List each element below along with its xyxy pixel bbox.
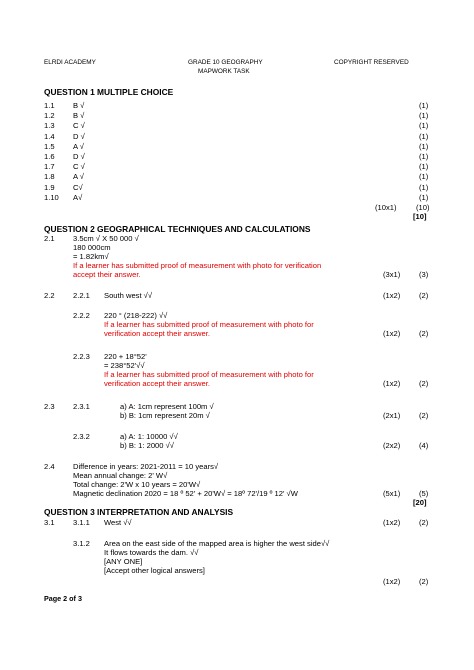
q2-1-line1: 3.5cm √ X 50 000 √ bbox=[73, 234, 139, 243]
answer-choice: A √ bbox=[73, 141, 84, 151]
q2-4-line1: Difference in years: 2021-2011 = 10 years√ bbox=[73, 462, 219, 471]
answer-mark: (1) bbox=[419, 111, 429, 121]
q3-1-2-line1: Area on the east side of the mapped area is higher the west side√√ bbox=[104, 539, 330, 548]
q2-4-line4: Magnetic declination 2020 = 18 º 52' + 20'W√ = 18º 72'/19 º 12' √W bbox=[73, 489, 298, 498]
q2-2-3-note-line2: verification accept their answer. bbox=[104, 379, 210, 388]
q2-1-line3: = 1.82km√ bbox=[73, 252, 109, 261]
q2-2-2-calc: (1x2) bbox=[383, 329, 401, 338]
answer-number: 1.8 bbox=[44, 172, 55, 182]
q3-1-number: 3.1 bbox=[44, 518, 55, 527]
q2-3-2-mark: (4) bbox=[419, 441, 429, 450]
question-1-heading: QUESTION 1 MULTIPLE CHOICE bbox=[44, 87, 174, 97]
answer-choice: A√ bbox=[73, 192, 83, 202]
q1-calc: (10x1) bbox=[375, 203, 397, 212]
q3-1-2-calc: (1x2) bbox=[383, 577, 401, 586]
q2-4-mark: (5) bbox=[419, 489, 429, 498]
q2-3-1-mark: (2) bbox=[419, 411, 429, 420]
answer-choice: C√ bbox=[73, 182, 83, 192]
answer-choice: B √ bbox=[73, 111, 85, 121]
q2-3-2-number: 2.3.2 bbox=[73, 432, 90, 441]
q2-2-3-mark: (2) bbox=[419, 379, 429, 388]
question-2-heading: QUESTION 2 GEOGRAPHICAL TECHNIQUES AND CALCULATIONS bbox=[44, 224, 311, 234]
question-3-heading: QUESTION 3 INTERPRETATION AND ANALYSIS bbox=[44, 507, 234, 517]
answer-number: 1.2 bbox=[44, 111, 55, 121]
q2-total: [20] bbox=[413, 498, 427, 507]
q2-2-2-note-line1: If a learner has submitted proof of measurement with photo for bbox=[104, 320, 314, 329]
q2-1-line2: 180 000cm bbox=[73, 243, 111, 252]
answer-choice: C √ bbox=[73, 162, 85, 172]
answer-choice: D √ bbox=[73, 152, 85, 161]
q2-3-1-answer-a: a) A: 1cm represent 100m √ bbox=[120, 402, 214, 411]
answer-choice: A √ bbox=[73, 172, 84, 182]
q2-3-2-calc: (2x2) bbox=[383, 441, 401, 450]
answer-number: 1.1 bbox=[44, 101, 55, 110]
answer-choice: C √ bbox=[73, 121, 85, 131]
q2-1-calc: (3x1) bbox=[383, 270, 401, 279]
q2-3-2-answer-a: a) A: 1: 10000 √√ bbox=[120, 432, 178, 441]
q3-1-2-line2: It flows towards the dam. √√ bbox=[104, 548, 199, 557]
q2-2-number: 2.2 bbox=[44, 291, 55, 300]
answer-mark: (1) bbox=[419, 182, 429, 192]
q3-1-1-number: 3.1.1 bbox=[73, 518, 90, 527]
answer-number: 1.6 bbox=[44, 152, 55, 161]
answer-mark: (1) bbox=[419, 121, 429, 131]
answer-choice: B √ bbox=[73, 101, 85, 110]
q3-1-1-answer: West √√ bbox=[104, 518, 132, 527]
q2-2-2-note-line2: verification accept their answer. bbox=[104, 329, 210, 338]
task-title: MAPWORK TASK bbox=[198, 68, 250, 75]
q2-4-number: 2.4 bbox=[44, 462, 55, 471]
q2-3-2-answer-b: b) B: 1: 2000 √√ bbox=[120, 441, 174, 450]
answer-choice: D √ bbox=[73, 131, 85, 141]
answer-number: 1.10 bbox=[44, 192, 59, 202]
q2-4-line3: Total change: 2'W x 10 years = 20'W√ bbox=[73, 480, 201, 489]
answer-mark: (1) bbox=[419, 162, 429, 172]
answer-number: 1.9 bbox=[44, 182, 55, 192]
q2-2-2-mark: (2) bbox=[419, 329, 429, 338]
q2-2-2-number: 2.2.2 bbox=[73, 311, 90, 320]
q2-3-1-answer-b: b) B: 1cm represent 20m √ bbox=[120, 411, 210, 420]
q2-3-number: 2.3 bbox=[44, 402, 55, 411]
answer-number: 1.7 bbox=[44, 162, 55, 172]
school-name: ELRDI ACADEMY bbox=[44, 59, 96, 66]
q2-1-number: 2.1 bbox=[44, 234, 55, 243]
q3-1-2-number: 3.1.2 bbox=[73, 539, 90, 548]
answer-mark: (1) bbox=[419, 192, 429, 202]
answer-number: 1.4 bbox=[44, 131, 55, 141]
answer-number: 1.3 bbox=[44, 121, 55, 131]
q2-1-mark: (3) bbox=[419, 270, 429, 279]
q2-2-1-mark: (2) bbox=[419, 291, 429, 300]
answer-mark: (1) bbox=[419, 172, 429, 182]
answer-number: 1.5 bbox=[44, 141, 55, 151]
q2-2-1-calc: (1x2) bbox=[383, 291, 401, 300]
q2-2-2-answer: 220 ° (218-222) √√ bbox=[104, 311, 168, 320]
q2-4-line2: Mean annual change: 2' W√ bbox=[73, 471, 168, 480]
q3-1-1-mark: (2) bbox=[419, 518, 429, 527]
q2-2-3-number: 2.2.3 bbox=[73, 352, 90, 361]
q2-4-calc: (5x1) bbox=[383, 489, 401, 498]
page-number: Page 2 of 3 bbox=[44, 594, 82, 603]
q3-1-2-line3: [ANY ONE] bbox=[104, 557, 143, 566]
q2-1-note-line2: accept their answer. bbox=[73, 270, 141, 279]
q2-2-3-line1: 220 + 18°52' bbox=[104, 352, 147, 361]
q2-1-note-line1: If a learner has submitted proof of measurement with photo for verification bbox=[73, 261, 322, 270]
q2-2-1-number: 2.2.1 bbox=[73, 291, 90, 300]
answer-mark: (1) bbox=[419, 141, 429, 151]
answer-mark: (1) bbox=[419, 131, 429, 141]
q3-1-2-mark: (2) bbox=[419, 577, 429, 586]
answer-mark: (1) bbox=[419, 101, 429, 110]
q2-3-1-calc: (2x1) bbox=[383, 411, 401, 420]
q2-2-3-note-line1: If a learner has submitted proof of measurement with photo for bbox=[104, 370, 314, 379]
copyright-notice: COPYRIGHT RESERVED bbox=[334, 59, 409, 66]
q1-subtotal: (10) bbox=[416, 203, 430, 212]
grade-title: GRADE 10 GEOGRAPHY bbox=[188, 59, 263, 66]
q3-1-1-calc: (1x2) bbox=[383, 518, 401, 527]
answer-mark: (1) bbox=[419, 152, 429, 161]
q2-2-3-line2: = 238°52'√√ bbox=[104, 361, 145, 370]
q1-total: [10] bbox=[413, 212, 427, 221]
q3-1-2-line4: [Accept other logical answers] bbox=[104, 566, 205, 575]
q2-3-1-number: 2.3.1 bbox=[73, 402, 90, 411]
q2-2-3-calc: (1x2) bbox=[383, 379, 401, 388]
q2-2-1-answer: South west √√ bbox=[104, 291, 153, 300]
